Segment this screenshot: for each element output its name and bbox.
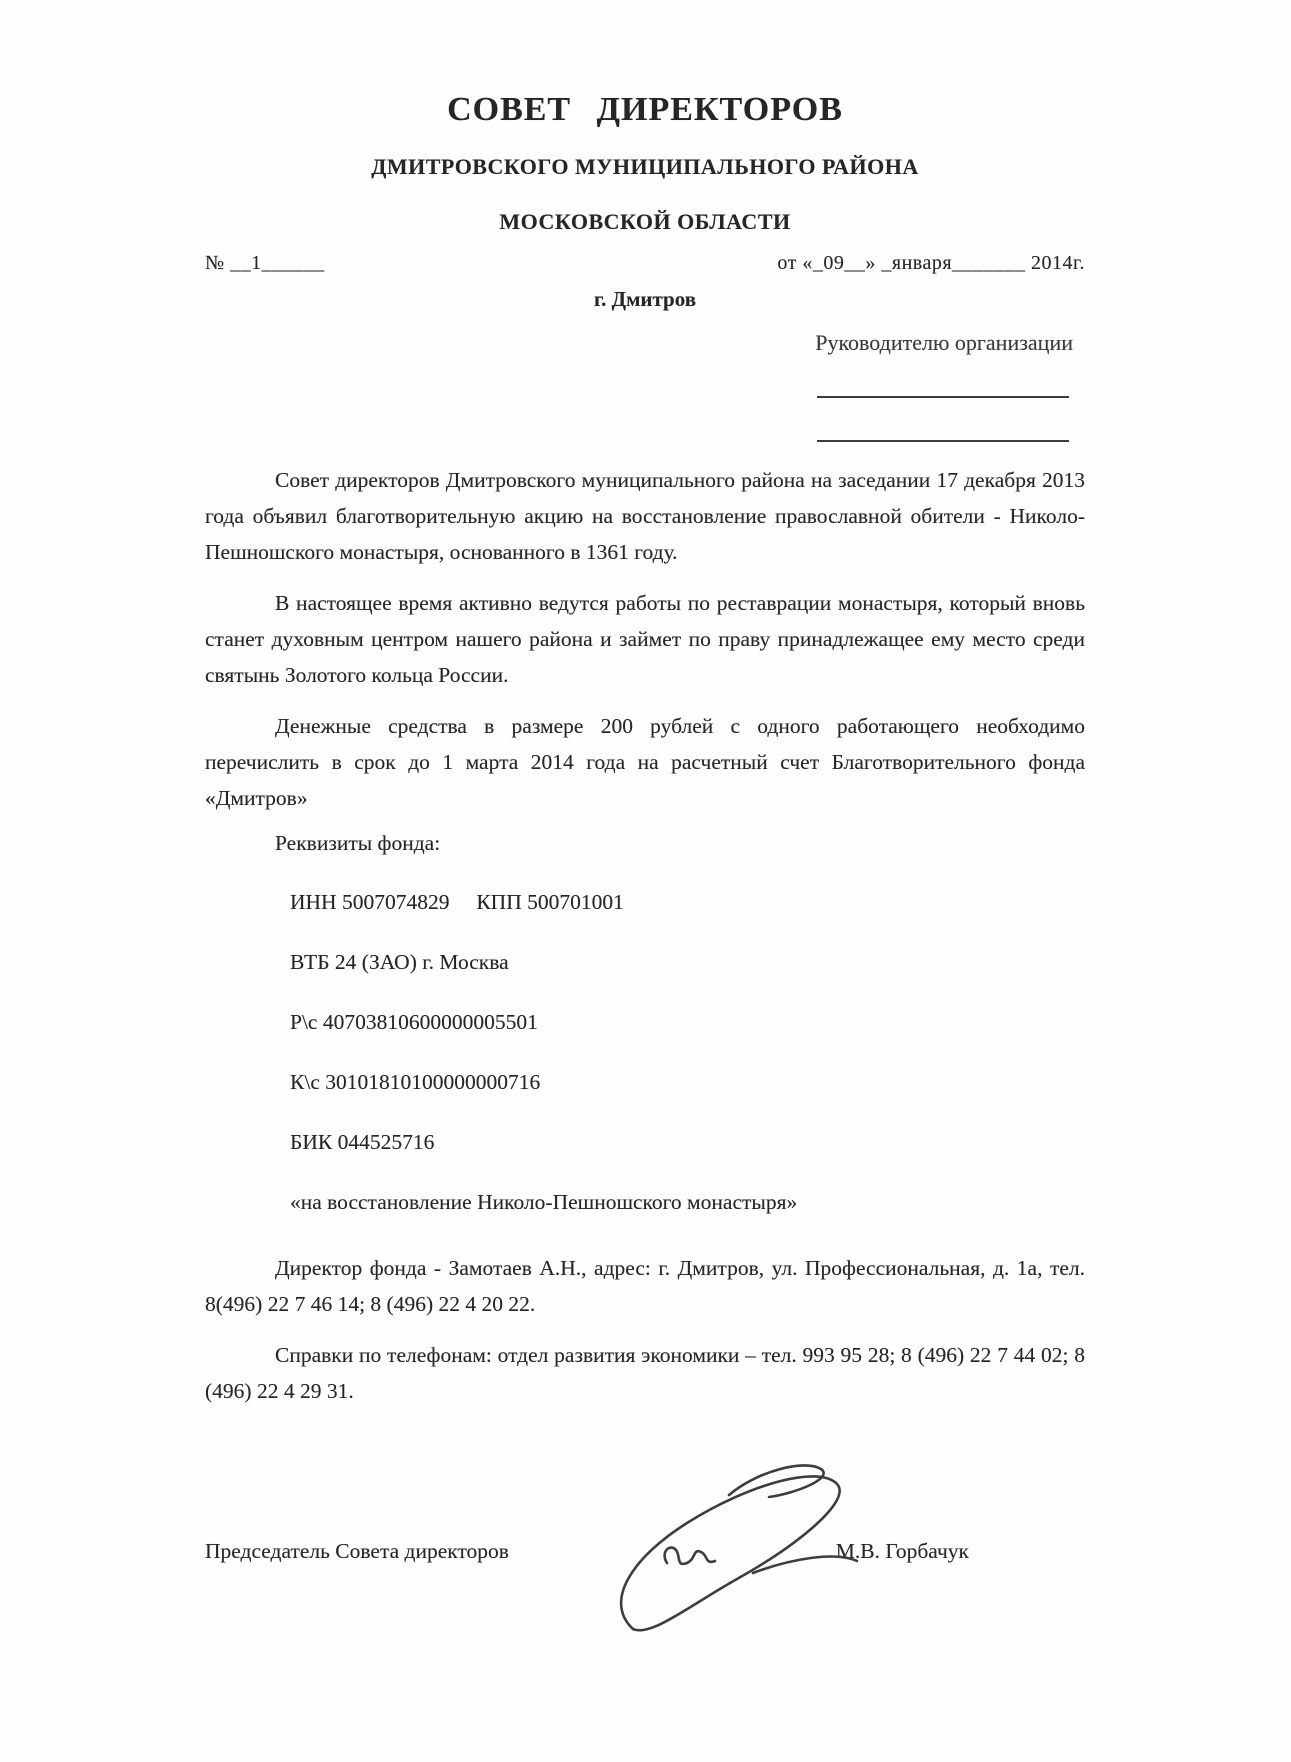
body-paragraph-announcement: Совет директоров Дмитровского муниципального района на заседании 17 декабря 2013 года объявил благотворительную акцию на восстановление православной обители - Николо-Пешношского монастыря, основанного в 1361 году. — [205, 467, 1085, 564]
organization-subtitle-region: МОСКОВСКОЙ ОБЛАСТИ — [499, 209, 791, 235]
signature-name: М.В. Горбачук — [835, 1538, 969, 1563]
contacts-section — [205, 1250, 1085, 1409]
requisite-correspondent-account: К\с 30101810100000000716 — [290, 1069, 541, 1094]
addressee-blank-line-1 — [817, 396, 1069, 398]
number-date-row — [205, 252, 1085, 275]
signature-block — [205, 1539, 1085, 1564]
requisite-bank: ВТБ 24 (ЗАО) г. Москва — [290, 949, 509, 974]
document-city: г. Дмитров — [593, 286, 697, 311]
requisite-settlement-account: Р\с 40703810600000005501 — [290, 1009, 538, 1034]
letter-body — [205, 462, 1085, 816]
fund-requisites — [205, 831, 1085, 1215]
document-date: от «_09__» _января_______ 2014г. — [777, 251, 1085, 274]
requisite-inn-kpp: ИНН 5007074829 КПП 500701001 — [290, 889, 624, 914]
addressee-blank-line-2 — [817, 440, 1069, 442]
organization-title: СОВЕТ ДИРЕКТОРОВ — [447, 91, 843, 128]
signature-position-label: Председатель Совета директоров — [205, 1538, 509, 1563]
addressee-block — [205, 330, 1085, 442]
organization-subtitle-district: ДМИТРОВСКОГО МУНИЦИПАЛЬНОГО РАЙОНА — [371, 153, 919, 179]
document-number: № __1______ — [205, 251, 325, 274]
addressee-line: Руководителю организации — [815, 329, 1073, 355]
requisite-payment-purpose: «на восстановление Николо-Пешношского монастыря» — [290, 1189, 798, 1214]
body-paragraph-donation: Денежные средства в размере 200 рублей с одного работающего необходимо перечислить в срок до 1 марта 2014 года на расчетный счет Благотворительного фонда «Дмитров» — [205, 713, 1085, 810]
letterhead — [205, 0, 1085, 236]
phone-info-paragraph: Справки по телефонам: отдел развития экономики – тел. 993 95 28; 8 (496) 22 7 44 02; 8 (496) 22 4 29 31. — [205, 1342, 1085, 1403]
director-contact-paragraph: Директор фонда - Замотаев А.Н., адрес: г. Дмитров, ул. Профессиональная, д. 1а, тел. 8(496) 22 7 46 14; 8 (496) 22 4 20 22. — [205, 1255, 1085, 1316]
body-paragraph-restoration: В настоящее время активно ведутся работы по реставрации монастыря, который вновь станет духовным центром нашего района и займет по праву принадлежащее ему место среди святынь Золотого кольца России. — [205, 590, 1085, 687]
requisite-bik: БИК 044525716 — [290, 1129, 435, 1154]
handwritten-signature-icon — [605, 1451, 875, 1651]
requisites-heading: Реквизиты фонда: — [275, 830, 441, 855]
